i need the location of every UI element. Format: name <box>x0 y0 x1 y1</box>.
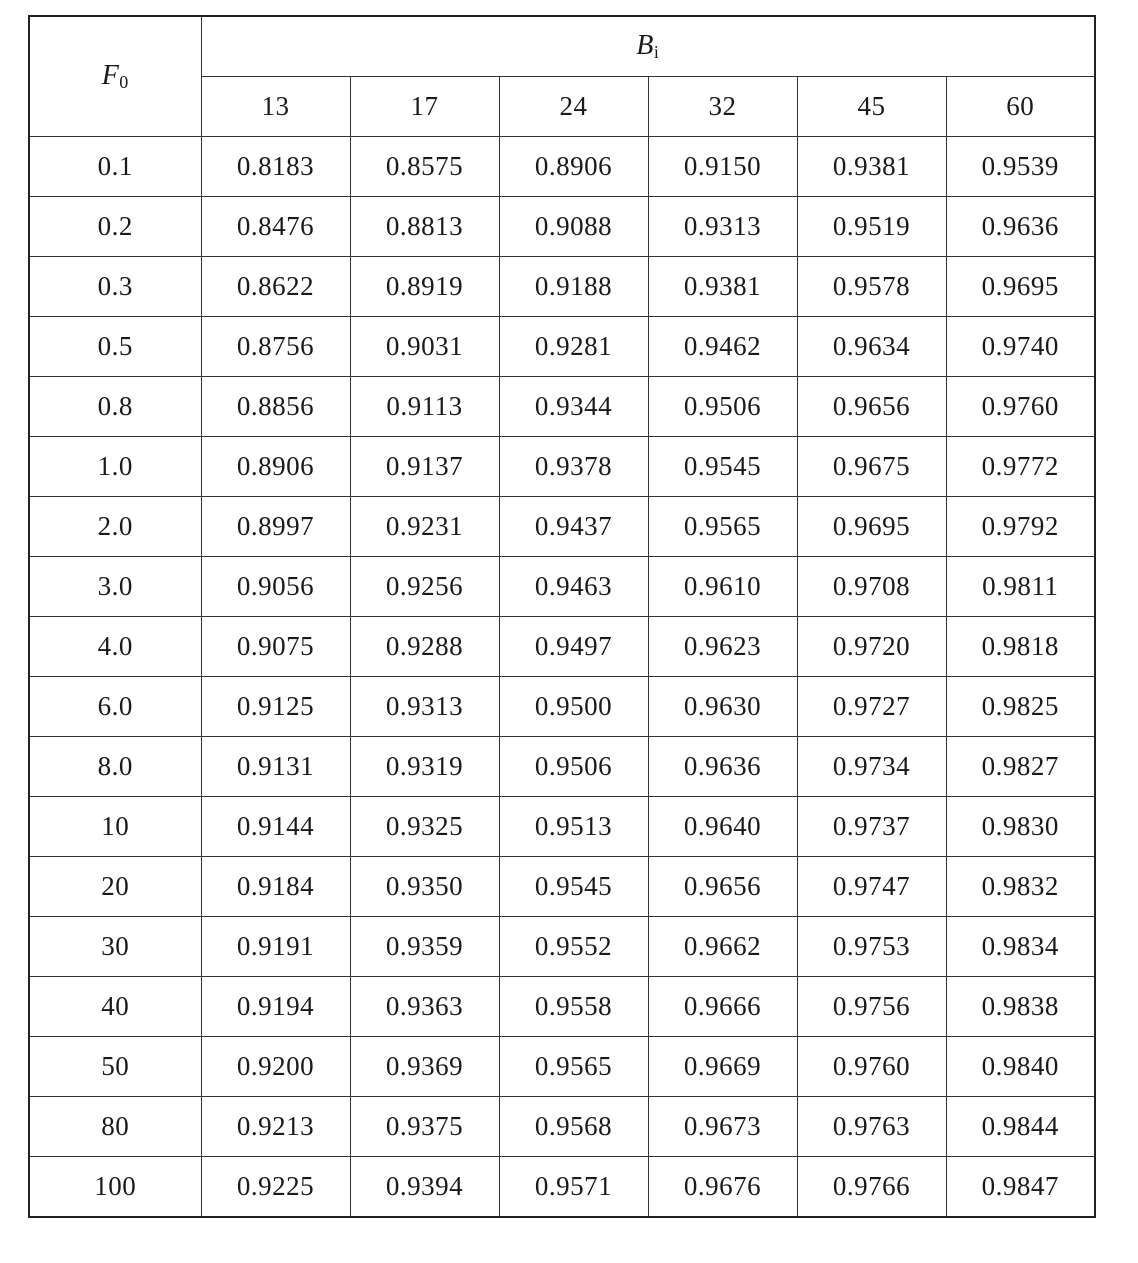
table-cell: 0.9763 <box>797 1097 946 1157</box>
table-cell: 0.9708 <box>797 557 946 617</box>
table-cell: 0.9720 <box>797 617 946 677</box>
table-cell: 0.9144 <box>201 797 350 857</box>
table-cell: 0.9636 <box>946 197 1095 257</box>
table-cell: 0.9394 <box>350 1157 499 1218</box>
data-table <box>28 15 1096 1218</box>
table-row <box>29 437 1095 497</box>
table-cell: 0.9832 <box>946 857 1095 917</box>
table-row <box>29 617 1095 677</box>
table-cell: 0.8756 <box>201 317 350 377</box>
table-row <box>29 737 1095 797</box>
row-label-f0: 1.0 <box>29 437 201 497</box>
table-cell: 0.9666 <box>648 977 797 1037</box>
row-header-symbol: F <box>101 60 120 91</box>
table-row <box>29 137 1095 197</box>
table-cell: 0.9375 <box>350 1097 499 1157</box>
table-row <box>29 557 1095 617</box>
table-cell: 0.9747 <box>797 857 946 917</box>
column-header: 17 <box>350 77 499 137</box>
table-cell: 0.9381 <box>648 257 797 317</box>
table-body <box>29 137 1095 1218</box>
header-row-group <box>29 16 1095 77</box>
row-label-f0: 0.8 <box>29 377 201 437</box>
table-row <box>29 1097 1095 1157</box>
table-cell: 0.8919 <box>350 257 499 317</box>
table-cell: 0.9325 <box>350 797 499 857</box>
table-cell: 0.9695 <box>797 497 946 557</box>
table-cell: 0.9188 <box>499 257 648 317</box>
table-row <box>29 377 1095 437</box>
table-cell: 0.9500 <box>499 677 648 737</box>
table-cell: 0.9137 <box>350 437 499 497</box>
table-cell: 0.9506 <box>648 377 797 437</box>
table-cell: 0.9200 <box>201 1037 350 1097</box>
table-cell: 0.9676 <box>648 1157 797 1218</box>
column-header: 24 <box>499 77 648 137</box>
table-cell: 0.9463 <box>499 557 648 617</box>
table-cell: 0.9669 <box>648 1037 797 1097</box>
row-label-f0: 3.0 <box>29 557 201 617</box>
table-row <box>29 317 1095 377</box>
table-cell: 0.9640 <box>648 797 797 857</box>
table-cell: 0.9225 <box>201 1157 350 1218</box>
table-cell: 0.9256 <box>350 557 499 617</box>
table-cell: 0.9113 <box>350 377 499 437</box>
table-cell: 0.9539 <box>946 137 1095 197</box>
table-cell: 0.9506 <box>499 737 648 797</box>
table-cell: 0.9610 <box>648 557 797 617</box>
table-cell: 0.9150 <box>648 137 797 197</box>
table-cell: 0.9088 <box>499 197 648 257</box>
row-label-f0: 4.0 <box>29 617 201 677</box>
table-cell: 0.9558 <box>499 977 648 1037</box>
table-cell: 0.9727 <box>797 677 946 737</box>
table-cell: 0.9552 <box>499 917 648 977</box>
table-cell: 0.9131 <box>201 737 350 797</box>
table-cell: 0.9497 <box>499 617 648 677</box>
column-header: 32 <box>648 77 797 137</box>
table-row <box>29 197 1095 257</box>
table-cell: 0.9513 <box>499 797 648 857</box>
row-label-f0: 0.2 <box>29 197 201 257</box>
table-cell: 0.9213 <box>201 1097 350 1157</box>
table-cell: 0.9462 <box>648 317 797 377</box>
table-cell: 0.9734 <box>797 737 946 797</box>
table-cell: 0.9191 <box>201 917 350 977</box>
table-cell: 0.8906 <box>201 437 350 497</box>
table-cell: 0.9834 <box>946 917 1095 977</box>
row-label-f0: 100 <box>29 1157 201 1218</box>
table-cell: 0.9695 <box>946 257 1095 317</box>
table-cell: 0.9623 <box>648 617 797 677</box>
table-cell: 0.8476 <box>201 197 350 257</box>
table-cell: 0.9313 <box>350 677 499 737</box>
table-cell: 0.9656 <box>797 377 946 437</box>
table-cell: 0.9344 <box>499 377 648 437</box>
row-label-f0: 0.1 <box>29 137 201 197</box>
table-row <box>29 977 1095 1037</box>
table-cell: 0.9545 <box>648 437 797 497</box>
table-row <box>29 857 1095 917</box>
table-cell: 0.9662 <box>648 917 797 977</box>
table-cell: 0.9350 <box>350 857 499 917</box>
row-label-f0: 6.0 <box>29 677 201 737</box>
table-cell: 0.9760 <box>946 377 1095 437</box>
table-cell: 0.9753 <box>797 917 946 977</box>
table-cell: 0.9571 <box>499 1157 648 1218</box>
row-label-f0: 10 <box>29 797 201 857</box>
table-cell: 0.8575 <box>350 137 499 197</box>
table-cell: 0.9656 <box>648 857 797 917</box>
table-row <box>29 257 1095 317</box>
table-cell: 0.9369 <box>350 1037 499 1097</box>
table-cell: 0.8997 <box>201 497 350 557</box>
table-cell: 0.9565 <box>499 1037 648 1097</box>
table-cell: 0.9760 <box>797 1037 946 1097</box>
table-row <box>29 497 1095 557</box>
table-cell: 0.9840 <box>946 1037 1095 1097</box>
col-group-header-bi <box>201 16 1095 77</box>
table-cell: 0.8856 <box>201 377 350 437</box>
table-cell: 0.8813 <box>350 197 499 257</box>
table-cell: 0.9378 <box>499 437 648 497</box>
row-label-f0: 30 <box>29 917 201 977</box>
row-label-f0: 80 <box>29 1097 201 1157</box>
table-cell: 0.9740 <box>946 317 1095 377</box>
table-cell: 0.9756 <box>797 977 946 1037</box>
table-cell: 0.9630 <box>648 677 797 737</box>
table-cell: 0.9830 <box>946 797 1095 857</box>
row-label-f0: 2.0 <box>29 497 201 557</box>
table-cell: 0.9519 <box>797 197 946 257</box>
table-cell: 0.9281 <box>499 317 648 377</box>
table-cell: 0.9818 <box>946 617 1095 677</box>
table-cell: 0.9568 <box>499 1097 648 1157</box>
table-cell: 0.8183 <box>201 137 350 197</box>
row-label-f0: 50 <box>29 1037 201 1097</box>
table-cell: 0.9437 <box>499 497 648 557</box>
row-label-f0: 20 <box>29 857 201 917</box>
table-cell: 0.9675 <box>797 437 946 497</box>
table-cell: 0.8622 <box>201 257 350 317</box>
table-row <box>29 797 1095 857</box>
column-header: 45 <box>797 77 946 137</box>
col-group-header-subscript: i <box>653 42 660 62</box>
row-label-f0: 8.0 <box>29 737 201 797</box>
table-cell: 0.9359 <box>350 917 499 977</box>
table-cell: 0.9545 <box>499 857 648 917</box>
table-cell: 0.9844 <box>946 1097 1095 1157</box>
table-cell: 0.9031 <box>350 317 499 377</box>
col-group-header-symbol: B <box>636 30 654 61</box>
data-table-container <box>28 15 1096 1201</box>
table-cell: 0.9811 <box>946 557 1095 617</box>
table-cell: 0.9363 <box>350 977 499 1037</box>
table-cell: 0.9319 <box>350 737 499 797</box>
table-cell: 0.9673 <box>648 1097 797 1157</box>
table-cell: 0.9636 <box>648 737 797 797</box>
table-cell: 0.9737 <box>797 797 946 857</box>
row-header-subscript: 0 <box>119 72 129 92</box>
row-label-f0: 40 <box>29 977 201 1037</box>
table-row <box>29 1037 1095 1097</box>
table-cell: 0.9184 <box>201 857 350 917</box>
column-header: 60 <box>946 77 1095 137</box>
table-cell: 0.9056 <box>201 557 350 617</box>
table-cell: 0.9827 <box>946 737 1095 797</box>
column-header: 13 <box>201 77 350 137</box>
table-cell: 0.9847 <box>946 1157 1095 1218</box>
table-cell: 0.9792 <box>946 497 1095 557</box>
table-cell: 0.9194 <box>201 977 350 1037</box>
table-cell: 0.9288 <box>350 617 499 677</box>
table-cell: 0.9634 <box>797 317 946 377</box>
row-label-f0: 0.3 <box>29 257 201 317</box>
row-label-f0: 0.5 <box>29 317 201 377</box>
table-cell: 0.9766 <box>797 1157 946 1218</box>
table-cell: 0.9838 <box>946 977 1095 1037</box>
table-row <box>29 1157 1095 1218</box>
row-header-f0 <box>29 16 201 137</box>
table-cell: 0.9313 <box>648 197 797 257</box>
table-cell: 0.9825 <box>946 677 1095 737</box>
table-cell: 0.9075 <box>201 617 350 677</box>
table-row <box>29 677 1095 737</box>
table-cell: 0.9565 <box>648 497 797 557</box>
table-cell: 0.9381 <box>797 137 946 197</box>
table-cell: 0.8906 <box>499 137 648 197</box>
table-cell: 0.9772 <box>946 437 1095 497</box>
table-cell: 0.9125 <box>201 677 350 737</box>
table-row <box>29 917 1095 977</box>
table-cell: 0.9231 <box>350 497 499 557</box>
table-cell: 0.9578 <box>797 257 946 317</box>
